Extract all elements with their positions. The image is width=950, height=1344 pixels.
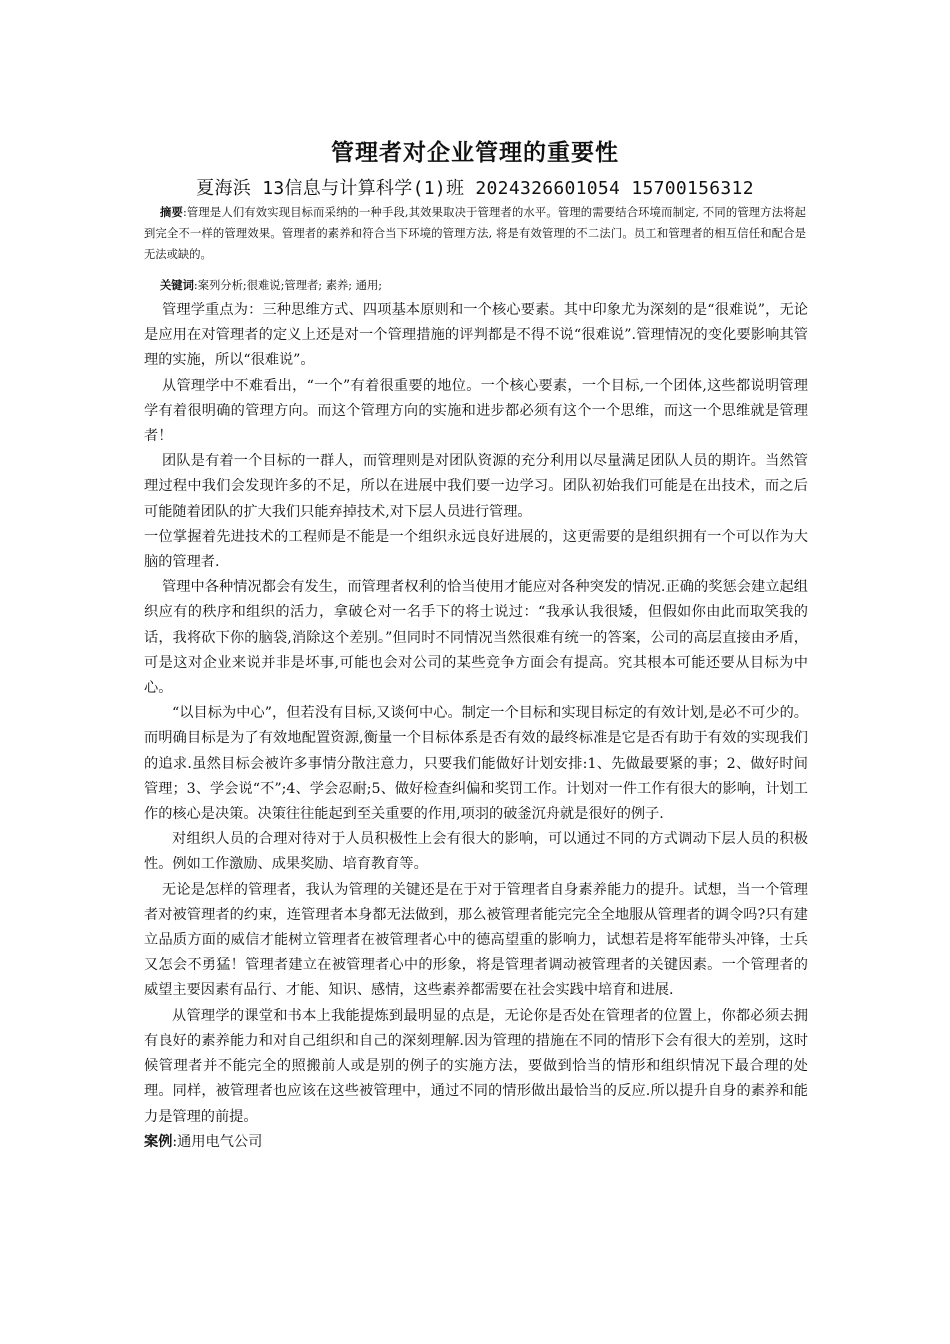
case-text: :通用电气公司 bbox=[172, 1133, 263, 1150]
keywords-text: :案列分析;很难说;管理者; 素养; 通用; bbox=[193, 279, 383, 292]
keywords bbox=[144, 276, 806, 296]
author-line: 夏海浜 13信息与计算科学(1)班 2024326601054 15700156312 bbox=[196, 178, 754, 199]
keywords-label: 关键词 bbox=[160, 279, 194, 292]
paragraph: 管理中各种情况都会有发生，而管理者权利的恰当使用才能应对各种突发的情况.正确的奖惩会建立起组织应有的秩序和组织的活力，拿破仑对一名手下的将士说过：“我承认我很矮，但假如你由此而取笑我的话，我将砍下你的脑袋,消除这个差别。”但同时不同情况当然很难有统一的答案，公司的高层直接由矛盾，可是这对企业来说并非是坏事,可能也会对公司的某些竞争方面会有提高。究其根本可能还要从目标为中心。 bbox=[144, 579, 808, 697]
case-label: 案例 bbox=[144, 1133, 173, 1150]
paragraph: 一位掌握着先进技术的工程师是不能是一个组织永远良好进展的，这更需要的是组织拥有一个可以作为大脑的管理者. bbox=[144, 528, 808, 571]
paragraph: 从管理学的课堂和书本上我能提炼到最明显的点是，无论你是否处在管理者的位置上，你都必须去拥有良好的素养能力和对自己组织和自己的深刻理解.因为管理的措施在不同的情形下会有很大的差别，这时候管理者并不能完全的照搬前人或是别的例子的实施方法，要做到恰当的情形和组织情况下最合理的处理。同样，被管理者也应该在这些被管理中，通过不同的情形做出最恰当的反应.所以提升自身的素养和能力是管理的前提。 bbox=[144, 1007, 808, 1125]
document-title: 管理者对企业管理的重要性 bbox=[331, 140, 619, 166]
paragraph: 从管理学中不难看出，“一个”有着很重要的地位。一个核心要素，一个目标,一个团体,这些都说明管理学有着很明确的管理方向。而这个管理方向的实施和进步都必须有这个一个思维，而这一个思维就是管理者！ bbox=[144, 377, 808, 445]
paragraph: 对组织人员的合理对待对于人员积极性上会有很大的影响，可以通过不同的方式调动下层人员的积极性。例如工作激励、成果奖励、培育教育等。 bbox=[144, 831, 808, 873]
paragraph: 管理学重点为：三种思维方式、四项基本原则和一个核心要素。其中印象尤为深刻的是“很难说”，无论是应用在对管理者的定义上还是对一个管理措施的评判都是不得不说“很难说”.管理情况的变化要影响其管理的实施，所以“很难说”。 bbox=[144, 302, 808, 369]
paragraph: “以目标为中心”，但若没有目标,又谈何中心。制定一个目标和实现目标定的有效计划,是必不可少的。而明确目标是为了有效地配置资源,衡量一个目标体系是否有效的最终标准是它是否有助于有效的实现我们的追求.虽然目标会被许多事情分散注意力，只要我们能做好计划安排:1、先做最要紧的事；2、做好时间管理；3、学会说“不”;4、学会忍耐;5、做好检查纠偏和奖罚工作。计划对一件工作有很大的影响，计划工作的核心是决策。决策往往能起到至关重要的作用,项羽的破釜沉舟就是很好的例子. bbox=[144, 705, 808, 823]
body-text bbox=[144, 298, 808, 1155]
case-line bbox=[144, 1130, 808, 1155]
paragraph: 团队是有着一个目标的一群人，而管理则是对团队资源的充分利用以尽量满足团队人员的期许。当然管理过程中我们会发现许多的不足，所以在进展中我们要一边学习。团队初始我们可能是在出技术，而之后可能随着团队的扩大我们只能弃掉技术,对下层人员进行管理。 bbox=[144, 453, 808, 520]
abstract bbox=[144, 202, 806, 265]
abstract-label: 摘要 bbox=[160, 206, 183, 219]
paragraph: 无论是怎样的管理者，我认为管理的关键还是在于对于管理者自身素养能力的提升。试想，当一个管理者对被管理者的约束，连管理者本身都无法做到，那么被管理者能完完全全地服从管理者的调令吗?只有建立品质方面的威信才能树立管理者在被管理者心中的德高望重的影响力，试想若是将军能带头冲锋，士兵又怎会不勇猛！管理者建立在被管理者心中的形象，将是管理者调动被管理者的关键因素。一个管理者的威望主要因素有品行、才能、知识、感情，这些素养都需要在社会实践中培育和进展. bbox=[144, 881, 808, 999]
abstract-text: :管理是人们有效实现目标而采纳的一种手段,其效果取决于管理者的水平。管理的需要结合环境而制定, 不同的管理方法将起到完全不一样的管理效果。管理者的素养和符合当下环境的管理方法, 将是有效管理的不二法门。员工和管理者的相互信任和配合是无法或缺的。 bbox=[144, 206, 806, 261]
